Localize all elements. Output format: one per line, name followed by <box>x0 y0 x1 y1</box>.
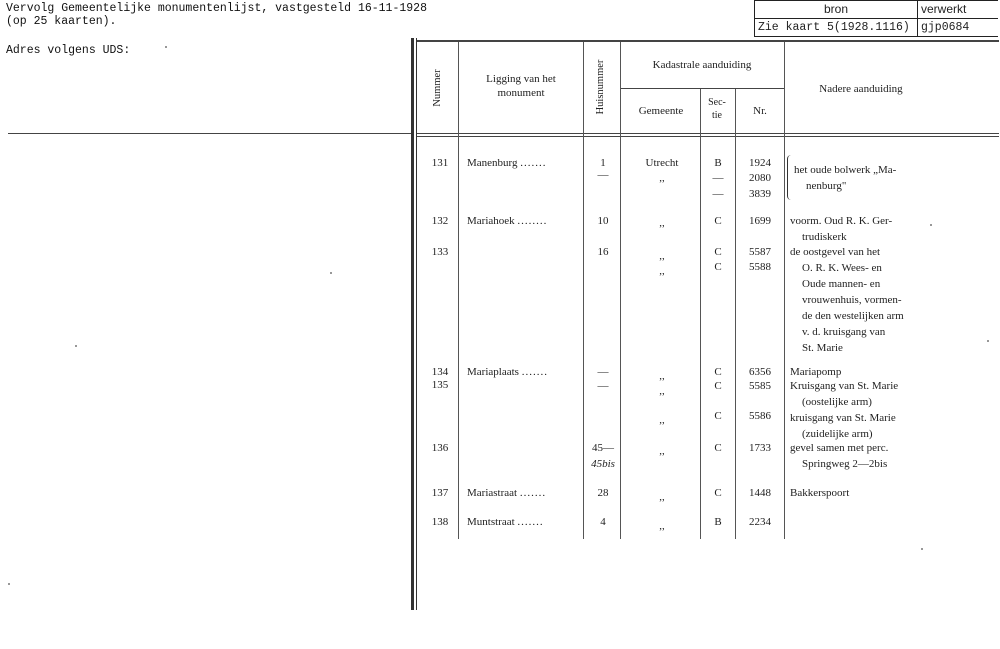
cell-sectie: C <box>714 487 722 499</box>
cell-nummer: 133 <box>431 246 449 258</box>
ligging-text: Manenburg <box>467 157 518 169</box>
header-gemeente: Gemeente <box>638 105 684 117</box>
col-line-5 <box>735 89 736 539</box>
nadere-line: Oude mannen- en <box>802 278 881 290</box>
bron-box <box>754 0 998 37</box>
nadere-line: Springweg 2—2bis <box>802 458 888 470</box>
leader-dots: ....... <box>519 487 547 499</box>
cell-nadere <box>794 162 936 194</box>
header-sectie: Sec- tie <box>708 97 726 121</box>
col-line-6 <box>784 42 785 539</box>
cell-nadere <box>790 485 932 501</box>
leader-dots: ........ <box>517 215 548 227</box>
verwerkt-value: gjp0684 <box>918 19 999 37</box>
nadere-line: gevel samen met perc. <box>790 442 889 454</box>
cell-nadere <box>790 378 932 442</box>
header-bottom-rule-2 <box>417 136 999 137</box>
cell-nr: 1733 <box>749 442 771 454</box>
cell-sectie: B <box>714 516 722 528</box>
nadere-line: trudiskerk <box>802 231 847 243</box>
cell-nr: 5588 <box>749 261 771 273</box>
col-line-1 <box>458 42 459 539</box>
brace-mark <box>787 155 794 200</box>
verwerkt-label: verwerkt <box>918 1 999 19</box>
cell-nr: 6356 <box>749 366 771 378</box>
cell-nr: 5587 <box>749 246 771 258</box>
col-line-2 <box>583 42 584 539</box>
cell-nummer: 134 <box>431 366 449 378</box>
cell-huisnummer-dash: — <box>597 169 609 181</box>
scan-speck <box>8 583 10 585</box>
cell-gemeente-ditto: ,, <box>659 370 665 382</box>
scan-speck <box>921 548 923 550</box>
cell-sectie: B <box>714 157 722 169</box>
divider-line <box>8 133 411 134</box>
cell-sectie: C <box>714 410 722 422</box>
bron-value: Zie kaart 5(1928.1116) <box>755 19 918 37</box>
cell-sectie-dash: — <box>712 172 724 184</box>
scan-speck <box>75 345 77 347</box>
cell-ligging <box>467 364 548 380</box>
cell-gemeente-ditto: ,, <box>659 520 665 532</box>
cell-nummer: 135 <box>431 379 449 391</box>
cell-nummer: 137 <box>431 487 449 499</box>
nadere-line: nenburg" <box>806 180 847 192</box>
ligging-text: Mariastraat <box>467 487 518 499</box>
cell-nr: 1924 <box>749 157 771 169</box>
col-line-4 <box>700 89 701 539</box>
cell-nr: 2234 <box>749 516 771 528</box>
cell-huisnummer-dash: — <box>597 380 609 392</box>
nadere-line: v. d. kruisgang van <box>802 326 886 338</box>
cell-nadere <box>790 440 932 472</box>
cell-nummer: 131 <box>431 157 449 169</box>
cell-nr: 1448 <box>749 487 771 499</box>
cell-gemeente-ditto: ,, <box>659 250 665 262</box>
nadere-line: de oostgevel van het <box>790 246 881 258</box>
cell-nadere <box>790 213 932 245</box>
header-kadastrale: Kadastrale aanduiding <box>652 59 752 71</box>
cell-gemeente-ditto: ,, <box>659 265 665 277</box>
cell-gemeente-ditto: ,, <box>659 172 665 184</box>
cell-sectie: C <box>714 261 722 273</box>
cell-sectie: C <box>714 442 722 454</box>
cell-huisnummer: 28 <box>597 487 609 499</box>
scan-speck <box>930 224 932 226</box>
cell-nadere <box>790 244 932 356</box>
header-nr: Nr. <box>753 105 767 117</box>
nadere-line: kruisgang van St. Marie <box>790 412 896 424</box>
cell-nr: 5586 <box>749 410 771 422</box>
cell-huisnummer-bis: 45bis <box>591 458 615 470</box>
nadere-line: voorm. Oud R. K. Ger- <box>790 215 893 227</box>
ligging-text: Muntstraat <box>467 516 515 528</box>
cell-gemeente-ditto: ,, <box>659 217 665 229</box>
header-line-1: Vervolg Gemeentelijke monumentenlijst, vastgesteld 16-11-1928 <box>6 2 427 15</box>
scan-speck <box>987 340 989 342</box>
cell-gemeente-ditto: ,, <box>659 414 665 426</box>
nadere-line: O. R. K. Wees- en <box>802 262 882 274</box>
cell-gemeente-ditto: ,, <box>659 491 665 503</box>
ligging-text: Mariaplaats <box>467 366 519 378</box>
cell-sectie: C <box>714 246 722 258</box>
cell-sectie: C <box>714 366 722 378</box>
cell-huisnummer: 45— <box>592 442 614 454</box>
header-ligging: Ligging van het monument <box>486 73 556 99</box>
bron-label: bron <box>755 1 918 19</box>
cell-nummer: 132 <box>431 215 449 227</box>
cell-huisnummer-dash: — <box>597 366 609 378</box>
cell-huisnummer: 16 <box>597 246 609 258</box>
cell-gemeente-ditto: ,, <box>659 445 665 457</box>
cell-gemeente-ditto: ,, <box>659 385 665 397</box>
cell-huisnummer: 4 <box>600 516 606 528</box>
cell-nummer: 138 <box>431 516 449 528</box>
nadere-line: St. Marie <box>802 342 843 354</box>
kadastrale-subrule <box>620 88 784 89</box>
cell-nr: 2080 <box>749 172 771 184</box>
page-edge-inner <box>416 38 417 610</box>
nadere-line: (zuidelijke arm) <box>802 428 873 440</box>
leader-dots: ....... <box>520 157 547 169</box>
col-line-3 <box>620 42 621 539</box>
nadere-line: (oostelijke arm) <box>802 396 872 408</box>
header-line-2: (op 25 kaarten). <box>6 15 117 28</box>
nadere-line: de den westelijken arm <box>802 310 904 322</box>
scan-speck <box>165 46 167 48</box>
nadere-line: het oude bolwerk „Ma- <box>794 164 897 176</box>
cell-nr: 1699 <box>749 215 771 227</box>
cell-ligging <box>467 485 546 501</box>
header-huisnummer: Huisnummer <box>595 59 606 115</box>
leader-dots: ....... <box>517 516 544 528</box>
cell-ligging <box>467 213 547 229</box>
leader-dots: ....... <box>521 366 548 378</box>
header-nadere: Nadere aanduiding <box>819 83 903 95</box>
cell-huisnummer: 1 <box>600 157 606 169</box>
address-label: Adres volgens UDS: <box>6 44 131 57</box>
header-bottom-rule <box>417 133 999 134</box>
cell-sectie-dash: — <box>712 188 724 200</box>
table-top-rule <box>417 40 999 42</box>
nadere-line: Bakkerspoort <box>790 487 850 499</box>
nadere-line: Kruisgang van St. Marie <box>790 380 899 392</box>
cell-huisnummer: 10 <box>597 215 609 227</box>
cell-ligging <box>467 514 544 530</box>
cell-sectie: C <box>714 215 722 227</box>
header-nummer: Nummer <box>432 69 443 107</box>
cell-gemeente: Utrecht <box>645 157 679 169</box>
ligging-text: Mariahoek <box>467 215 515 227</box>
cell-sectie: C <box>714 380 722 392</box>
scan-speck <box>330 272 332 274</box>
cell-nummer: 136 <box>431 442 449 454</box>
page-edge <box>411 38 414 610</box>
cell-nr: 3839 <box>749 188 771 200</box>
cell-nr: 5585 <box>749 380 771 392</box>
cell-ligging <box>467 155 547 171</box>
nadere-line: vrouwenhuis, vormen- <box>802 294 902 306</box>
nadere-line: Mariapomp <box>790 366 842 378</box>
